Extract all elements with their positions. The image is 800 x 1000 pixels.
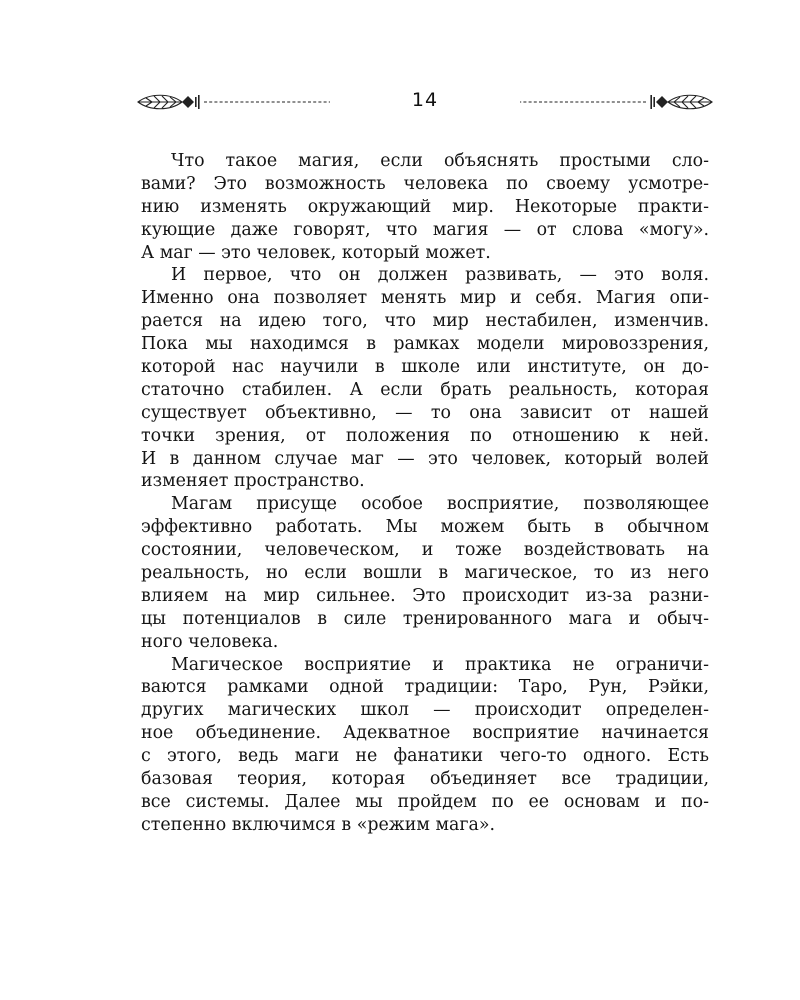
- page-number: 14: [411, 89, 439, 111]
- text-line: реальность, но если вошли в магическое, то из него: [141, 563, 709, 584]
- text-line: вами? Это возможность человека по своему усмотре-: [141, 173, 709, 194]
- text-line: базовая теория, которая объединяет все традиции,: [141, 769, 709, 790]
- text-line: И в данном случае маг — это человек, который волей: [141, 448, 709, 469]
- text-line: кующие даже говорят, что магия — от слова «могу».: [141, 219, 709, 240]
- text-line: Именно она позволяет менять мир и себя. Магия опи-: [141, 288, 709, 309]
- text-line: А маг — это человек, который может.: [141, 242, 491, 263]
- page-header: [0, 88, 800, 120]
- text-line: Магам присуще особое восприятие, позволяющее: [171, 494, 709, 515]
- text-line: изменяет пространство.: [141, 471, 365, 492]
- text-line: все системы. Далее мы пройдем по ее основам и по-: [141, 791, 709, 812]
- feather-ornament-left-icon: [136, 92, 332, 112]
- text-line: цы потенциалов в силе тренированного мага и обыч-: [141, 608, 709, 629]
- text-line: степенно включимся в «режим мага».: [141, 814, 495, 835]
- text-line: с этого, ведь маги не фанатики чего-то одного. Есть: [141, 746, 709, 767]
- feather-ornament-right-icon: [518, 92, 714, 112]
- text-line: состоянии, человеческом, и тоже воздействовать на: [141, 540, 709, 561]
- text-line: ное объединение. Адекватное восприятие начинается: [141, 723, 709, 744]
- body-text: [141, 150, 709, 837]
- text-line: И первое, что он должен развивать, — это воля.: [171, 265, 709, 286]
- text-line: нию изменять окружающий мир. Некоторые практи-: [141, 196, 709, 217]
- text-line: статочно стабилен. А если брать реальность, которая: [141, 379, 709, 400]
- text-line: ваются рамками одной традиции: Таро, Рун, Рэйки,: [141, 677, 709, 698]
- text-line: точки зрения, от положения по отношению к ней.: [141, 425, 709, 446]
- text-line: ного человека.: [141, 631, 279, 652]
- text-line: других магических школ — происходит определен-: [141, 700, 709, 721]
- text-line: Магическое восприятие и практика не ограничи-: [171, 654, 709, 675]
- text-line: рается на идею того, что мир нестабилен, изменчив.: [141, 311, 709, 332]
- text-line: существует объективно, — то она зависит от нашей: [141, 402, 709, 423]
- text-line: Пока мы находимся в рамках модели мировоззрения,: [141, 334, 709, 355]
- text-line: Что такое магия, если объяснять простыми сло-: [171, 151, 709, 171]
- text-line: которой нас научили в школе или институте, он до-: [141, 357, 709, 378]
- text-line: эффективно работать. Мы можем быть в обычном: [141, 517, 709, 538]
- text-line: влияем на мир сильнее. Это происходит из-за разни-: [141, 585, 709, 606]
